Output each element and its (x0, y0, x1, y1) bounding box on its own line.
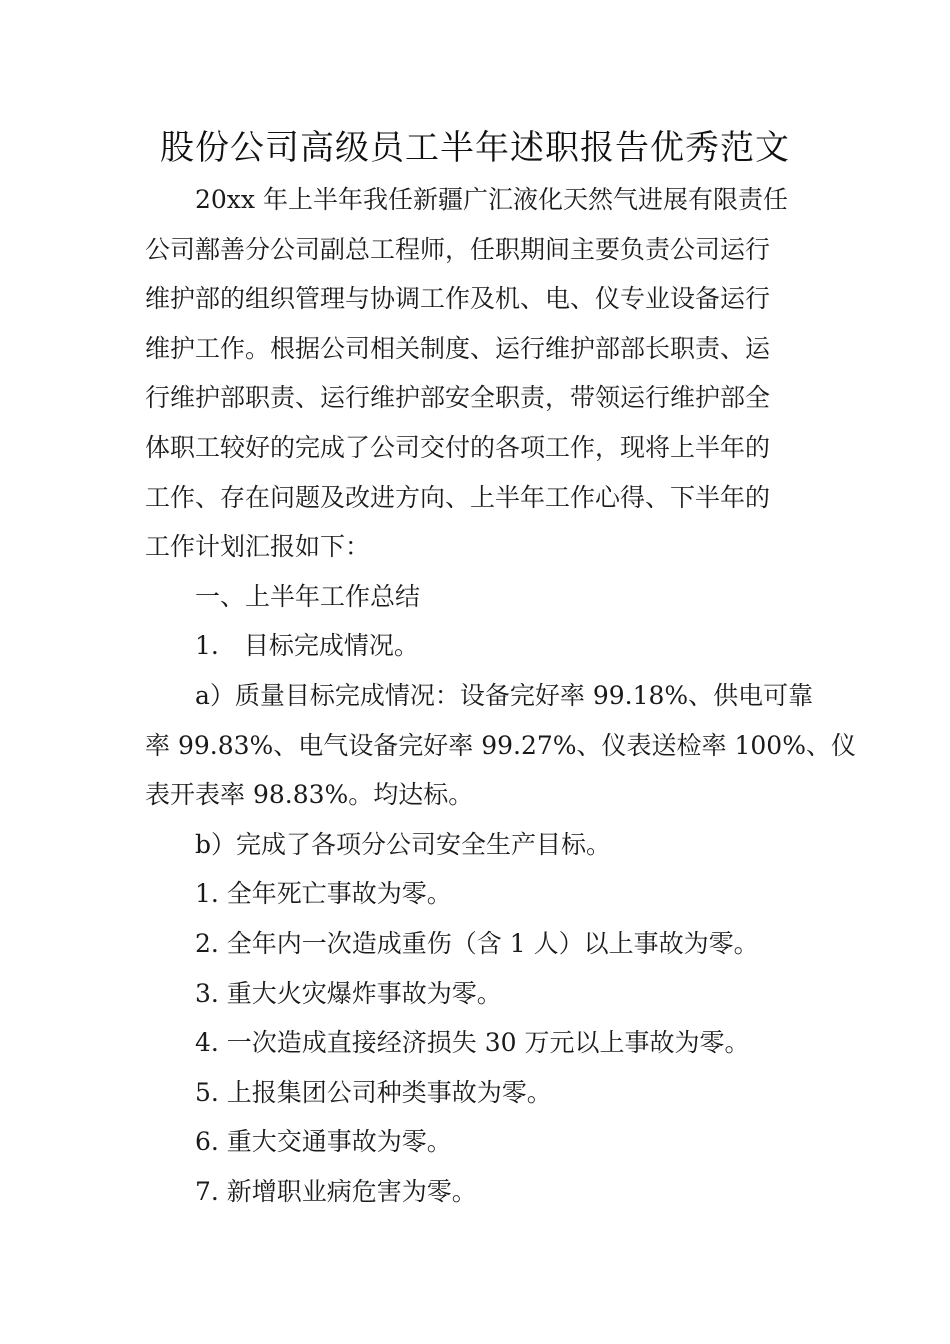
intro-line: 工作、存在问题及改进方向、上半年工作心得、下半年的 (145, 482, 771, 512)
intro-line: 工作计划汇报如下： (145, 532, 371, 562)
document-title: 股份公司高级员工半年述职报告优秀范文 (160, 128, 790, 168)
document-body (145, 175, 856, 1216)
subsection-heading-paragraph (145, 621, 809, 671)
intro-line: 维护部的组织管理与协调工作及机、电、仪专业设备运行 (145, 284, 771, 314)
section-heading-paragraph (145, 572, 809, 622)
safety-list-item: 2. 全年内一次造成重伤（含 1 人）以上事故为零。 (195, 928, 759, 958)
item-b: b）完成了各项分公司安全生产目标。 (195, 829, 612, 859)
safety-list-item: 1. 全年死亡事故为零。 (195, 879, 452, 909)
section-heading: 一、上半年工作总结 (195, 581, 421, 611)
item-a-line: a）质量目标完成情况：设备完好率 99.18%、供电可靠 (195, 680, 814, 710)
intro-line: 维护工作。根据公司相关制度、运行维护部部长职责、运 (145, 333, 771, 363)
item-b-paragraph (145, 820, 809, 870)
intro-line: 行维护部职责、运行维护部安全职责，带领运行维护部全 (145, 383, 771, 413)
safety-list-item: 7. 新增职业病危害为零。 (195, 1176, 477, 1206)
intro-line: 体职工较好的完成了公司交付的各项工作，现将上半年的 (145, 432, 771, 462)
item-a-line: 表开表率 98.83%。均达标。 (145, 780, 474, 810)
intro-line: 20xx 年上半年我任新疆广汇液化天然气进展有限责任 (195, 185, 788, 214)
subsection-heading: 1. 目标完成情况。 (195, 631, 419, 661)
safety-list-item: 4. 一次造成直接经济损失 30 万元以上事故为零。 (195, 1028, 750, 1058)
intro-paragraph (145, 175, 809, 572)
item-a-line: 率 99.83%、电气设备完好率 99.27%、仪表送检率 100%、仪 (145, 730, 856, 760)
intro-line: 公司鄯善分公司副总工程师，任职期间主要负责公司运行 (145, 234, 771, 264)
item-a-paragraph (145, 671, 856, 820)
safety-list (145, 869, 809, 1216)
safety-list-item: 3. 重大火灾爆炸事故为零。 (195, 978, 502, 1008)
safety-list-item: 6. 重大交通事故为零。 (195, 1127, 452, 1157)
safety-list-item: 5. 上报集团公司种类事故为零。 (195, 1077, 552, 1107)
